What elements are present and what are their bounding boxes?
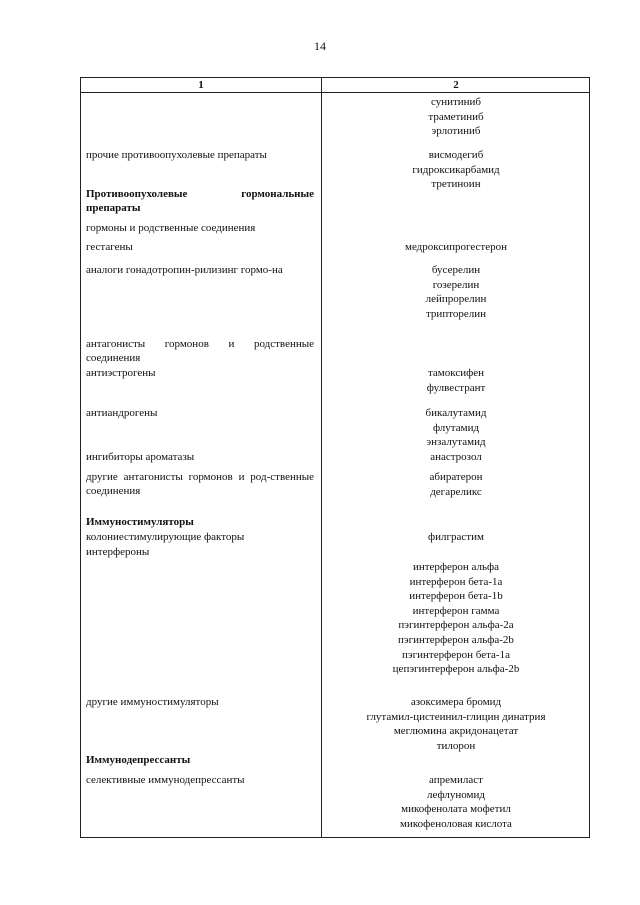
drug-name: третиноин [431, 178, 481, 191]
drug-group-other-antagonists [321, 470, 591, 499]
category-antiestrogens: антиэстрогены [86, 367, 156, 379]
drug-name: пэгинтерферон альфа-2a [398, 619, 514, 632]
drug-name: дегареликс [430, 485, 482, 498]
category-hormone-antagonists: антагонисты гормонов и родственные соединения [86, 338, 314, 364]
drug-name: лефлуномид [427, 788, 485, 801]
drug-name: абиратерон [429, 471, 483, 483]
header-divider [81, 92, 589, 93]
category-selective-immunosuppressants: селективные иммунодепрессанты [86, 774, 245, 786]
category-antiandrogens: антиандрогены [86, 407, 158, 419]
drug-name: интерферон бета-1a [409, 575, 503, 588]
category-aromatase-inhibitors: ингибиторы ароматазы [86, 451, 195, 463]
drug-name: траметиниб [428, 110, 484, 123]
section-antitumor-hormonal: Противоопухолевые гормональные препараты [86, 188, 314, 214]
drug-group-selective-immunosuppressants [321, 773, 591, 831]
column-header-1: 1 [198, 79, 204, 91]
category-interferons: интерфероны [86, 546, 150, 558]
drug-name: энзалутамид [426, 436, 486, 449]
drug-name: интерферон гамма [412, 604, 500, 617]
drug-name: флутамид [432, 421, 480, 434]
drug-group-gnrh-analogs [321, 263, 591, 321]
drug-name: фулвестрант [426, 381, 486, 394]
section-immunostimulators: Иммуностимуляторы [86, 516, 194, 528]
drug-group-other-immunostimulators [321, 695, 591, 753]
drug-group-csf [321, 530, 591, 545]
drug-name: трипторелин [425, 307, 487, 320]
drug-name: меглюмина акридонацетат [393, 725, 519, 738]
drug-name: микофеноловая кислота [400, 817, 512, 830]
drug-name: лейпрорелин [425, 293, 487, 306]
drug-name: тамоксифен [427, 367, 485, 379]
section-immunosuppressants: Иммунодепрессанты [86, 754, 191, 766]
drug-name: азоксимера бромид [410, 696, 502, 708]
drug-name: апремиласт [429, 774, 483, 786]
drug-name: анастрозол [430, 451, 482, 463]
drug-name: бикалутамид [425, 407, 487, 419]
category-other-antitumor: прочие противоопухолевые препараты [86, 149, 267, 161]
drug-name: глутамил-цистеинил-глицин динатрия [366, 710, 546, 723]
category-gonadotropin-analogs: аналоги гонадотропин-рилизинг гормо-на [86, 264, 283, 276]
category-gestagens: гестагены [86, 241, 133, 253]
drug-name: интерферон альфа [412, 561, 500, 573]
drug-name: интерферон бета-1b [409, 590, 503, 603]
drug-group-kinase-inhibitors [321, 95, 591, 139]
page-number: 14 [314, 39, 326, 53]
drug-table [80, 77, 590, 838]
drug-name: гидроксикарбамид [412, 163, 500, 176]
drug-name: пэгинтерферон альфа-2b [398, 633, 514, 646]
column-header-2: 2 [453, 79, 459, 91]
drug-name: микофенолата мофетил [401, 803, 511, 816]
drug-name: висмодегиб [428, 149, 484, 161]
drug-name: пэгинтерферон бета-1a [402, 648, 510, 661]
drug-group-other-antitumor [321, 148, 591, 192]
drug-name: сунитиниб [430, 96, 482, 108]
drug-name: бусерелин [431, 264, 481, 276]
drug-group-interferons [321, 560, 591, 677]
drug-group-aromatase [321, 450, 591, 465]
drug-group-gestagens [321, 240, 591, 255]
category-hormones-related: гормоны и родственные соединения [86, 222, 256, 234]
drug-name: гозерелин [432, 278, 480, 291]
drug-group-antiandrogens [321, 406, 591, 450]
drug-name: эрлотиниб [431, 125, 481, 138]
drug-name: тилорон [436, 739, 476, 752]
category-other-antagonists: другие антагонисты гормонов и род-ственные соединения [86, 471, 314, 497]
category-csf: колониестимулирующие факторы [86, 531, 245, 543]
category-other-immunostimulators: другие иммуностимуляторы [86, 696, 219, 708]
drug-name: медроксипрогестерон [404, 241, 507, 253]
drug-name: филграстим [428, 531, 484, 543]
drug-group-antiestrogens [321, 366, 591, 395]
drug-name: цепэгинтерферон альфа-2b [392, 663, 520, 676]
